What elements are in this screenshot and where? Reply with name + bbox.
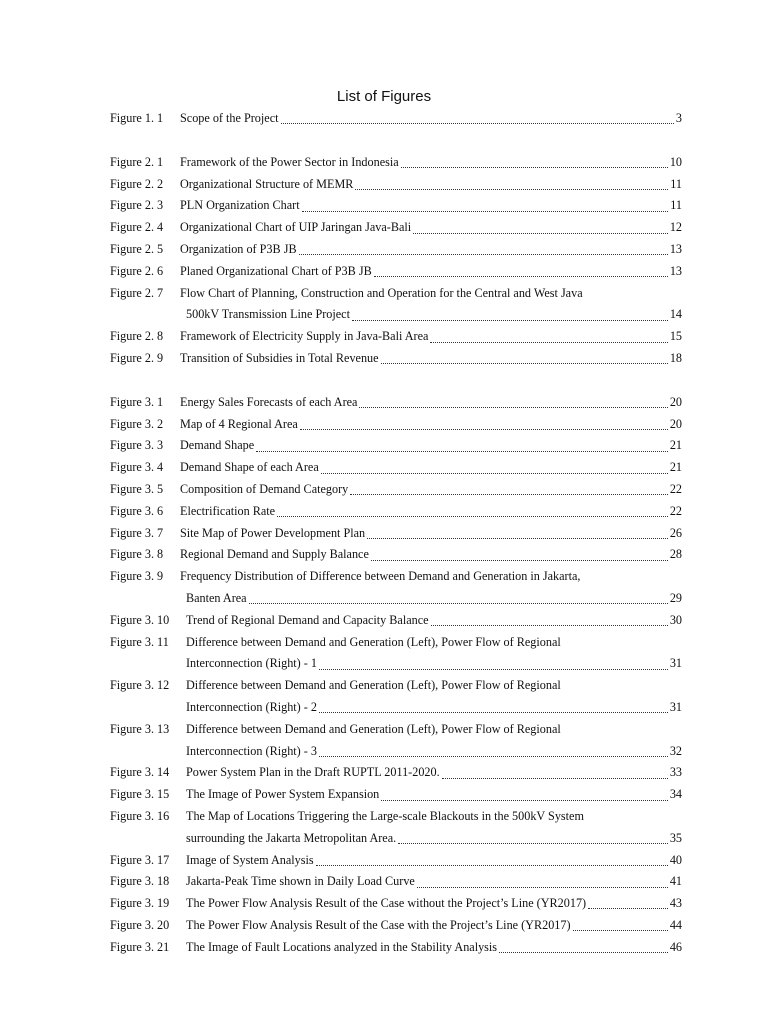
page-number: 11	[670, 198, 682, 213]
entry-line-continued	[186, 697, 682, 719]
entry-line	[110, 195, 682, 217]
dot-leader	[277, 516, 668, 517]
entry-line	[110, 675, 682, 697]
figure-number: Figure 3. 6	[110, 503, 164, 518]
figure-entry[interactable]	[110, 719, 682, 763]
entry-line	[110, 108, 682, 130]
figure-caption: The Image of Fault Locations analyzed in the Stability Analysis	[186, 939, 498, 954]
figure-caption: Map of 4 Regional Area	[180, 416, 298, 431]
entry-line	[110, 915, 682, 937]
page-number: 34	[669, 787, 682, 802]
figure-entry[interactable]	[110, 915, 682, 937]
figure-entry[interactable]	[110, 544, 682, 566]
figure-caption-continued: surrounding the Jakarta Metropolitan Area.	[186, 830, 397, 845]
dot-leader	[431, 625, 668, 626]
figure-number: Figure 3. 7	[110, 525, 164, 540]
figure-caption: Difference between Demand and Generation (Left), Power Flow of Regional	[186, 721, 561, 736]
figure-number: Figure 2. 4	[110, 220, 164, 235]
dot-leader	[319, 756, 668, 757]
page-number: 26	[669, 525, 682, 540]
entry-line	[110, 414, 682, 436]
entry-line-continued	[186, 588, 682, 610]
page-number: 10	[669, 154, 682, 169]
entry-line	[110, 152, 682, 174]
dot-leader	[367, 538, 668, 539]
figure-caption: The Power Flow Analysis Result of the Case without the Project’s Line (YR2017)	[186, 896, 587, 911]
dot-leader	[588, 908, 668, 909]
figure-caption: Composition of Demand Category	[180, 481, 349, 496]
page-number: 21	[669, 438, 682, 453]
figure-number: Figure 3. 12	[110, 678, 170, 693]
dot-leader	[352, 320, 668, 321]
figure-number: Figure 2. 3	[110, 198, 164, 213]
page-number: 44	[669, 917, 682, 932]
figure-caption: Power System Plan in the Draft RUPTL 2011-2020.	[186, 765, 440, 780]
page-number: 40	[669, 852, 682, 867]
dot-leader	[302, 211, 669, 212]
dot-leader	[573, 930, 668, 931]
page-number: 21	[669, 460, 682, 475]
group-spacer	[110, 370, 682, 392]
dot-leader	[319, 669, 668, 670]
figure-caption: The Power Flow Analysis Result of the Case with the Project’s Line (YR2017)	[186, 917, 571, 932]
figure-entry[interactable]	[110, 392, 682, 414]
dot-leader	[499, 952, 668, 953]
figure-caption: The Image of Power System Expansion	[186, 787, 380, 802]
entry-line	[110, 479, 682, 501]
page-number: 28	[669, 547, 682, 562]
figure-entry[interactable]	[110, 806, 682, 850]
entry-line	[110, 174, 682, 196]
entry-line-continued	[186, 741, 682, 763]
figure-number: Figure 3. 2	[110, 416, 164, 431]
figure-caption: Organizational Structure of MEMR	[180, 176, 354, 191]
figure-caption: Electrification Rate	[180, 503, 276, 518]
figure-entry[interactable]	[110, 850, 682, 872]
dot-leader	[371, 560, 668, 561]
entry-line	[110, 348, 682, 370]
figure-entry[interactable]	[110, 523, 682, 545]
dot-leader	[281, 123, 674, 124]
dot-leader	[300, 429, 668, 430]
page-number: 31	[669, 699, 682, 714]
entry-line	[110, 435, 682, 457]
page-number: 43	[669, 896, 682, 911]
entry-line-continued	[186, 653, 682, 675]
figure-number: Figure 3. 4	[110, 460, 164, 475]
figure-number: Figure 3. 17	[110, 852, 170, 867]
figure-caption: The Map of Locations Triggering the Large-scale Blackouts in the 500kV System	[186, 808, 584, 823]
page-number: 30	[669, 612, 682, 627]
figure-entry[interactable]	[110, 108, 682, 130]
group-spacer	[110, 130, 682, 152]
dot-leader	[249, 603, 668, 604]
dot-leader	[355, 189, 668, 190]
dot-leader	[381, 363, 668, 364]
page-number: 22	[669, 503, 682, 518]
figure-entry[interactable]	[110, 871, 682, 893]
figure-caption-continued: Interconnection (Right) - 2	[186, 699, 317, 714]
figure-entry[interactable]	[110, 675, 682, 719]
entry-line	[110, 326, 682, 348]
entry-line-continued	[186, 304, 682, 326]
figure-number: Figure 3. 3	[110, 438, 164, 453]
figure-number: Figure 2. 5	[110, 241, 164, 256]
entry-line	[110, 217, 682, 239]
page-number: 3	[675, 111, 682, 125]
figure-entry[interactable]	[110, 762, 682, 784]
figure-caption: Scope of the Project	[180, 111, 279, 125]
entry-line	[110, 610, 682, 632]
figure-number: Figure 3. 15	[110, 787, 170, 802]
page-number: 13	[669, 241, 682, 256]
figure-entry[interactable]	[110, 632, 682, 676]
page-number: 35	[669, 830, 682, 845]
figure-entry[interactable]	[110, 435, 682, 457]
page-number: 22	[669, 481, 682, 496]
dot-leader	[442, 778, 668, 779]
dot-leader	[256, 451, 668, 452]
figure-caption: Site Map of Power Development Plan	[180, 525, 366, 540]
figure-caption: Framework of Electricity Supply in Java-Bali Area	[180, 329, 429, 344]
figure-caption-continued: Interconnection (Right) - 3	[186, 743, 317, 758]
page-number: 18	[669, 350, 682, 365]
entry-line	[110, 457, 682, 479]
entry-line-continued	[186, 828, 682, 850]
page-number: 33	[669, 765, 682, 780]
figure-number: Figure 2. 8	[110, 329, 164, 344]
dot-leader	[417, 887, 668, 888]
entry-line	[110, 544, 682, 566]
figure-number: Figure 2. 6	[110, 263, 164, 278]
figure-caption-continued: Banten Area	[186, 590, 247, 605]
figure-entry[interactable]	[110, 348, 682, 370]
entry-line	[110, 261, 682, 283]
entry-line	[110, 632, 682, 654]
page-number: 41	[669, 874, 682, 889]
dot-leader	[374, 276, 668, 277]
figure-caption: Image of System Analysis	[186, 852, 314, 867]
dot-leader	[381, 800, 668, 801]
figure-entry[interactable]	[110, 784, 682, 806]
entry-line	[110, 871, 682, 893]
figure-entry[interactable]	[110, 566, 682, 610]
figure-number: Figure 2. 2	[110, 176, 164, 191]
figure-caption: Planed Organizational Chart of P3B JB	[180, 263, 372, 278]
page-number: 11	[670, 176, 682, 191]
figure-caption: Difference between Demand and Generation (Left), Power Flow of Regional	[186, 634, 561, 649]
dot-leader	[359, 407, 667, 408]
figure-number: Figure 3. 9	[110, 569, 164, 584]
entry-line	[110, 523, 682, 545]
figure-number: Figure 3. 11	[110, 634, 169, 649]
entry-line	[110, 392, 682, 414]
page-number: 29	[669, 590, 682, 605]
entry-line	[110, 850, 682, 872]
figure-number: Figure 3. 8	[110, 547, 164, 562]
entry-line	[110, 239, 682, 261]
figure-entry[interactable]	[110, 457, 682, 479]
figure-caption-continued: 500kV Transmission Line Project	[186, 307, 350, 322]
page-number: 20	[669, 394, 682, 409]
entry-line	[110, 566, 682, 588]
figure-caption: Energy Sales Forecasts of each Area	[180, 394, 358, 409]
figure-entry[interactable]	[110, 501, 682, 523]
figure-number: Figure 3. 19	[110, 896, 170, 911]
page-number: 15	[669, 329, 682, 344]
figure-entry[interactable]	[110, 239, 682, 261]
figure-number: Figure 3. 1	[110, 394, 164, 409]
figure-entry[interactable]	[110, 152, 682, 174]
page-number: 13	[669, 263, 682, 278]
page-number: 20	[669, 416, 682, 431]
dot-leader	[413, 233, 668, 234]
figure-entry[interactable]	[110, 479, 682, 501]
figure-entry[interactable]	[110, 610, 682, 632]
figure-number: Figure 3. 10	[110, 612, 170, 627]
dot-leader	[350, 494, 668, 495]
figure-caption-continued: Interconnection (Right) - 1	[186, 656, 317, 671]
page-title: List of Figures	[336, 88, 432, 105]
page-number: 31	[669, 656, 682, 671]
figure-number: Figure 3. 5	[110, 481, 164, 496]
dot-leader	[319, 712, 668, 713]
figure-number: Figure 2. 9	[110, 350, 164, 365]
dot-leader	[401, 167, 668, 168]
figure-number: Figure 2. 1	[110, 154, 164, 169]
figure-caption: PLN Organization Chart	[180, 198, 300, 213]
figure-entry[interactable]	[110, 217, 682, 239]
figure-caption: Organizational Chart of UIP Jaringan Java-Bali	[180, 220, 412, 235]
figure-entry[interactable]	[110, 414, 682, 436]
entry-line	[110, 893, 682, 915]
entry-line	[110, 719, 682, 741]
entry-line	[110, 937, 682, 959]
entry-line	[110, 806, 682, 828]
figure-caption: Framework of the Power Sector in Indonesia	[180, 154, 399, 169]
entry-line	[110, 501, 682, 523]
figure-entry[interactable]	[110, 893, 682, 915]
figure-caption: Regional Demand and Supply Balance	[180, 547, 369, 562]
entry-line	[110, 762, 682, 784]
figure-caption: Jakarta-Peak Time shown in Daily Load Curve	[186, 874, 415, 889]
figure-number: Figure 3. 16	[110, 808, 170, 823]
dot-leader	[430, 342, 667, 343]
figure-entry[interactable]	[110, 261, 682, 283]
page-number: 32	[669, 743, 682, 758]
page-number: 14	[669, 307, 682, 322]
figure-number: Figure 3. 21	[110, 939, 170, 954]
figure-caption: Difference between Demand and Generation (Left), Power Flow of Regional	[186, 678, 561, 693]
figure-number: Figure 3. 20	[110, 917, 170, 932]
figure-caption: Demand Shape	[180, 438, 255, 453]
page-number: 12	[669, 220, 682, 235]
figure-entry[interactable]	[110, 195, 682, 217]
figure-caption: Transition of Subsidies in Total Revenue	[180, 350, 379, 365]
figure-caption: Organization of P3B JB	[180, 241, 297, 256]
figure-number: Figure 2. 7	[110, 285, 164, 300]
figure-caption: Demand Shape of each Area	[180, 460, 319, 475]
figure-number: Figure 1. 1	[110, 111, 164, 125]
figure-caption: Flow Chart of Planning, Construction and Operation for the Central and West Java	[180, 285, 583, 300]
page-number: 46	[669, 939, 682, 954]
figure-entry[interactable]	[110, 174, 682, 196]
entry-line	[110, 784, 682, 806]
figure-list	[110, 108, 682, 958]
figure-caption: Frequency Distribution of Difference between Demand and Generation in Jakarta,	[180, 569, 581, 584]
figure-entry[interactable]	[110, 326, 682, 348]
figure-number: Figure 3. 18	[110, 874, 170, 889]
dot-leader	[316, 865, 668, 866]
entry-line	[110, 283, 682, 305]
figure-caption: Trend of Regional Demand and Capacity Balance	[186, 612, 429, 627]
figure-number: Figure 3. 14	[110, 765, 170, 780]
figure-entry[interactable]	[110, 937, 682, 959]
figure-number: Figure 3. 13	[110, 721, 170, 736]
dot-leader	[398, 843, 668, 844]
figure-entry[interactable]	[110, 283, 682, 327]
dot-leader	[321, 473, 668, 474]
dot-leader	[299, 254, 668, 255]
